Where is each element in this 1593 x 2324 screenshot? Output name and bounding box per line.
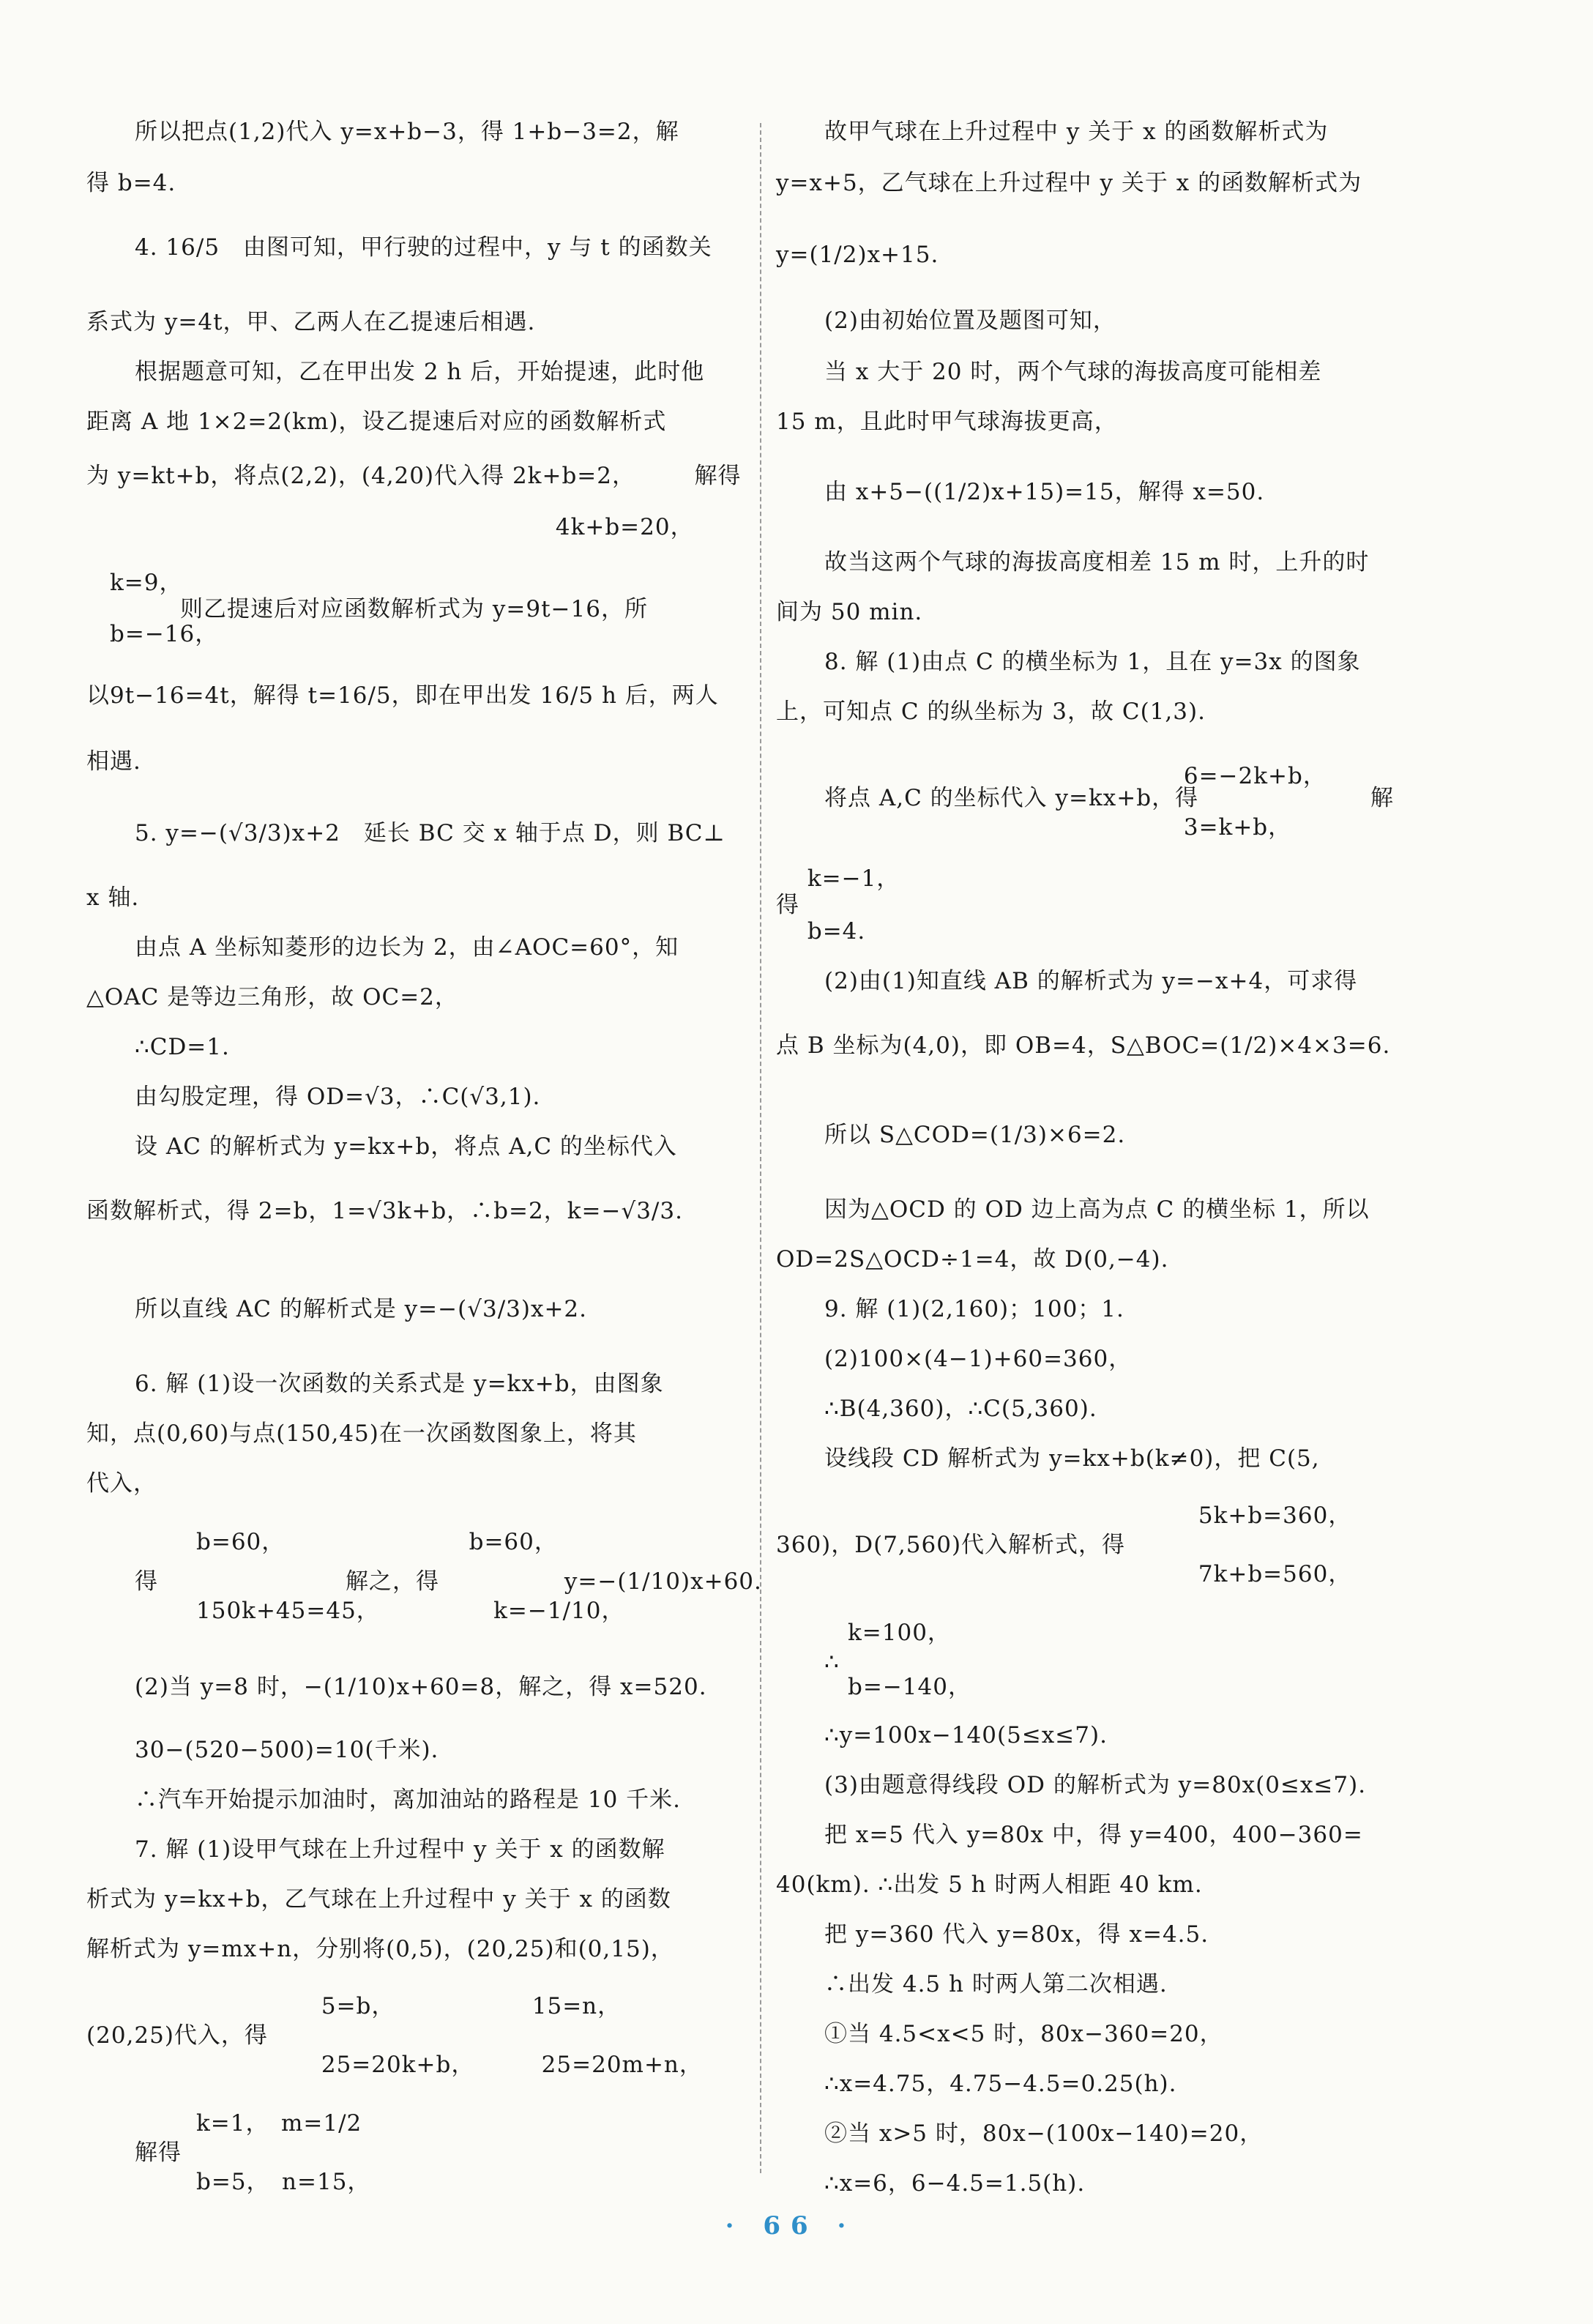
text-line: 当 x 大于 20 时，两个气球的海拔高度可能相差 xyxy=(824,359,1322,385)
text-line: 相遇. xyxy=(86,748,141,775)
text-line: 4k+b=20， xyxy=(173,514,694,540)
text-line: 距离 A 地 1×2=2(km)，设乙提速后对应的函数解析式 xyxy=(86,409,667,435)
text-line: 系式为 y=4t，甲、乙两人在乙提速后相遇. xyxy=(86,309,536,335)
text-line: y=(1/2)x+15. xyxy=(776,242,939,268)
text-line: k=1， m=1/2 xyxy=(173,2110,362,2137)
text-line: y=x+5，乙气球在上升过程中 y 关于 x 的函数解析式为 xyxy=(776,170,1362,196)
text-line: ∴CD=1. xyxy=(135,1034,230,1060)
text-line: 8. 解 (1)由点 C 的横坐标为 1，且在 y=3x 的图象 xyxy=(824,649,1361,675)
text-line: k=−1， xyxy=(776,865,900,892)
text-line: (2)由初始位置及题图可知， xyxy=(824,308,1116,334)
text-line: 故当这两个气球的海拔高度相差 15 m 时，上升的时 xyxy=(824,549,1370,576)
text-line: ∴x=6，6−4.5=1.5(h). xyxy=(824,2170,1086,2197)
text-line: 25=20k+b， 25=20m+n， xyxy=(173,2052,703,2078)
text-line: b=5， n=15， xyxy=(173,2169,371,2195)
page-number: · 66 · xyxy=(725,2211,857,2241)
text-line: 5. y=−(√3/3)x+2 延长 BC 交 x 轴于点 D，则 BC⊥ xyxy=(135,820,725,846)
text-line: k=9， xyxy=(86,570,183,596)
text-line: 由点 A 坐标知菱形的边长为 2，由∠AOC=60°，知 xyxy=(135,934,679,961)
text-line: 7. 解 (1)设甲气球在上升过程中 y 关于 x 的函数解 xyxy=(135,1836,665,1863)
text-line: 析式为 y=kx+b，乙气球在上升过程中 y 关于 x 的函数 xyxy=(86,1886,671,1913)
text-line: (2)100×(4−1)+60=360， xyxy=(824,1346,1133,1372)
text-line: 根据题意可知，乙在甲出发 2 h 后，开始提速，此时他 xyxy=(135,359,705,385)
text-line: 解得 xyxy=(135,2139,182,2166)
text-line: 所以直线 AC 的解析式是 y=−(√3/3)x+2. xyxy=(135,1296,587,1322)
text-line: 函数解析式，得 2=b，1=√3k+b，∴b=2，k=−√3/3. xyxy=(86,1198,683,1224)
text-line: 得 b=4. xyxy=(86,170,176,196)
text-line: ②当 x>5 时，80x−(100x−140)=20， xyxy=(824,2120,1264,2147)
text-line: ∴ xyxy=(824,1649,840,1675)
text-line: 6. 解 (1)设一次函数的关系式是 y=kx+b，由图象 xyxy=(135,1371,664,1397)
text-line: 间为 50 min. xyxy=(776,599,923,625)
text-line: 150k+45=45， k=−1/10， xyxy=(173,1598,625,1624)
text-line: (2)当 y=8 时，−(1/10)x+60=8，解之，得 x=520. xyxy=(135,1674,707,1700)
text-line: 所以 S△COD=(1/3)×6=2. xyxy=(824,1122,1126,1148)
text-line: 由 x+5−((1/2)x+15)=15，解得 x=50. xyxy=(824,479,1265,505)
text-line: 5k+b=360， xyxy=(862,1502,1352,1529)
text-line: 因为△OCD 的 OD 边上高为点 C 的横坐标 1，所以 xyxy=(824,1196,1370,1223)
text-line: b=−140， xyxy=(824,1674,971,1700)
text-line: ∴汽车开始提示加油时，离加油站的路程是 10 千米. xyxy=(135,1787,682,1813)
text-line: 设 AC 的解析式为 y=kx+b，将点 A,C 的坐标代入 xyxy=(135,1133,677,1160)
column-divider xyxy=(760,123,761,2173)
text-line: (20,25)代入，得 xyxy=(86,2022,268,2049)
text-line: 设线段 CD 解析式为 y=kx+b(k≠0)，把 C(5, xyxy=(824,1445,1320,1472)
text-line: 得 解之，得 y=−(1/10)x+60. xyxy=(135,1568,762,1595)
text-line: 把 x=5 代入 y=80x 中，得 y=400，400−360= xyxy=(824,1822,1363,1848)
text-line: 9. 解 (1)(2,160)；100；1. xyxy=(824,1296,1124,1322)
text-line: 为 y=kt+b，将点(2,2)，(4,20)代入得 2k+b=2， 解得 xyxy=(86,463,742,489)
text-line: 5=b， 15=n， xyxy=(173,1993,622,2019)
text-line: 以9t−16=4t，解得 t=16/5，即在甲出发 16/5 h 后，两人 xyxy=(86,682,719,709)
text-line: 点 B 坐标为(4,0)，即 OB=4，S△BOC=(1/2)×4×3=6. xyxy=(776,1032,1391,1059)
text-line: 3=k+b， xyxy=(824,814,1292,841)
text-line: 知，点(0,60)与点(150,45)在一次函数图象上，将其 xyxy=(86,1420,637,1447)
text-line: 将点 A,C 的坐标代入 y=kx+b，得 解 xyxy=(824,785,1394,811)
text-line: 6=−2k+b， xyxy=(824,763,1327,789)
text-line: 把 y=360 代入 y=80x，得 x=4.5. xyxy=(824,1921,1209,1948)
text-line: 故甲气球在上升过程中 y 关于 x 的函数解析式为 xyxy=(824,119,1329,145)
text-line: (3)由题意得线段 OD 的解析式为 y=80x(0≤x≤7). xyxy=(824,1772,1367,1798)
text-line: 360)，D(7,560)代入解析式，得 xyxy=(776,1532,1126,1558)
text-line: ∴x=4.75，4.75−4.5=0.25(h). xyxy=(824,2071,1177,2097)
text-line: 代入， xyxy=(86,1470,157,1497)
text-line: (2)由(1)知直线 AB 的解析式为 y=−x+4，可求得 xyxy=(824,968,1358,994)
text-line: 解析式为 y=mx+n，分别将(0,5)，(20,25)和(0,15)， xyxy=(86,1936,674,1962)
text-line: ∴B(4,360)，∴C(5,360). xyxy=(824,1396,1097,1422)
text-line: 上，可知点 C 的纵坐标为 3，故 C(1,3). xyxy=(776,699,1206,725)
text-line: x 轴. xyxy=(86,884,140,911)
text-line: △OAC 是等边三角形，故 OC=2， xyxy=(86,984,458,1010)
text-line: 30−(520−500)=10(千米). xyxy=(135,1737,439,1763)
text-line: 由勾股定理，得 OD=√3，∴C(√3,1). xyxy=(135,1084,541,1110)
text-line: ∴y=100x−140(5≤x≤7). xyxy=(824,1722,1108,1748)
text-line: 4. 16/5 由图可知，甲行驶的过程中，y 与 t 的函数关 xyxy=(135,234,712,261)
text-line: 则乙提速后对应函数解析式为 y=9t−16，所 xyxy=(86,596,648,622)
text-line: 得 xyxy=(776,892,799,918)
text-line: ①当 4.5<x<5 时，80x−360=20， xyxy=(824,2021,1223,2047)
text-line: 7k+b=560， xyxy=(862,1561,1352,1587)
text-line: ∴出发 4.5 h 时两人第二次相遇. xyxy=(824,1971,1168,1997)
text-line: 所以把点(1,2)代入 y=x+b−3，得 1+b−3=2，解 xyxy=(135,119,679,145)
text-line: k=100， xyxy=(824,1620,951,1646)
text-line: b=−16， xyxy=(86,621,219,647)
text-line: 15 m，且此时甲气球海拔更高， xyxy=(776,409,1118,435)
text-line: OD=2S△OCD÷1=4，故 D(0,−4). xyxy=(776,1246,1169,1273)
text-line: b=60， b=60， xyxy=(173,1529,558,1555)
text-line: 40(km). ∴出发 5 h 时两人相距 40 km. xyxy=(776,1872,1203,1898)
text-line: b=4. xyxy=(776,918,866,945)
